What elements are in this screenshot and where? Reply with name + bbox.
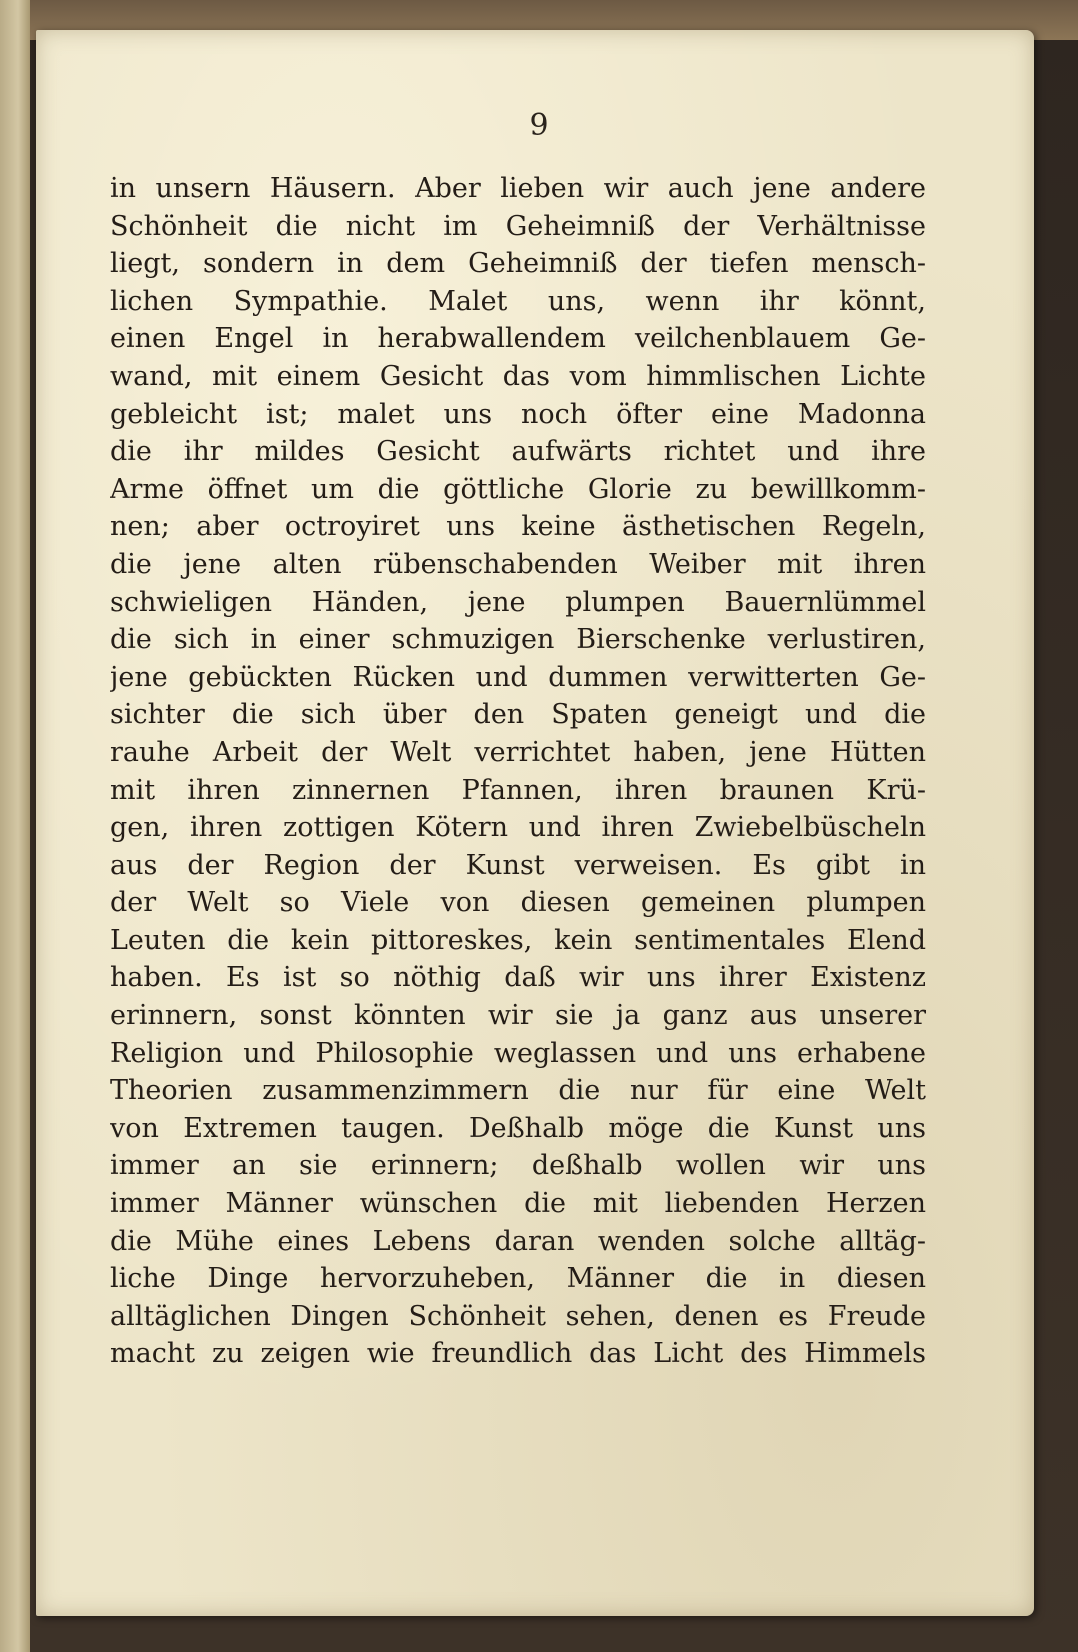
text-line: rauhe Arbeit der Welt verrichtet haben, jene Hütten [110, 736, 926, 768]
text-line: der Welt so Viele von diesen gemeinen plumpen [110, 887, 926, 919]
text-line: aus der Region der Kunst verweisen. Es gibt in [110, 849, 926, 881]
text-line: von Extremen taugen. Deßhalb möge die Kunst uns [110, 1112, 926, 1144]
text-line: schwieligen Händen, jene plumpen Bauernlümmel [110, 586, 926, 618]
text-line: Schönheit die nicht im Geheimniß der Verhältnisse [110, 210, 926, 242]
book-binding-edge [0, 0, 30, 1652]
text-line: die jene alten rübenschabenden Weiber mit ihren [110, 548, 926, 580]
text-line: die sich in einer schmuzigen Bierschenke verlustiren, [110, 624, 926, 656]
text-line: immer Männer wünschen die mit liebenden Herzen [110, 1188, 926, 1220]
text-line: sichter die sich über den Spaten geneigt und die [110, 699, 926, 731]
text-line: Arme öffnet um die göttliche Glorie zu bewillkomm- [110, 473, 926, 505]
text-line: die Mühe eines Lebens daran wenden solche alltäg- [110, 1225, 926, 1257]
text-line: einen Engel in herabwallendem veilchenblauem Ge- [110, 323, 926, 355]
text-line: erinnern, sonst könnten wir sie ja ganz aus unserer [110, 1000, 926, 1032]
text-line: lichen Sympathie. Malet uns, wenn ihr könnt, [110, 285, 926, 317]
text-line: nen; aber octroyiret uns keine ästhetischen Regeln, [110, 511, 926, 543]
text-line: Leuten die kein pittoreskes, kein sentimentales Elend [110, 924, 926, 956]
text-line: Theorien zusammenzimmern die nur für eine Welt [110, 1075, 926, 1107]
text-line: alltäglichen Dingen Schönheit sehen, denen es Freude [110, 1300, 926, 1332]
text-line: gen, ihren zottigen Kötern und ihren Zwiebelbüscheln [110, 812, 926, 844]
text-line: jene gebückten Rücken und dummen verwitterten Ge- [110, 661, 926, 693]
text-line: mit ihren zinnernen Pfannen, ihren braunen Krü- [110, 774, 926, 806]
text-line: wand, mit einem Gesicht das vom himmlischen Lichte [110, 360, 926, 392]
text-line: die ihr mildes Gesicht aufwärts richtet und ihre [110, 436, 926, 468]
text-line: gebleicht ist; malet uns noch öfter eine Madonna [110, 398, 926, 430]
text-line: in unsern Häusern. Aber lieben wir auch jene andere [110, 173, 926, 204]
page-number: 9 [529, 108, 549, 143]
text-line: Religion und Philosophie weglassen und uns erhabene [110, 1037, 926, 1069]
text-line: liche Dinge hervorzuheben, Männer die in diesen [110, 1263, 926, 1295]
text-line: haben. Es ist so nöthig daß wir uns ihrer Existenz [110, 962, 926, 994]
text-line: liegt, sondern in dem Geheimniß der tiefen mensch- [110, 248, 926, 280]
body-text [110, 170, 926, 1373]
text-line: immer an sie erinnern; deßhalb wollen wir uns [110, 1150, 926, 1182]
text-line: macht zu zeigen wie freundlich das Licht des Himmels [110, 1338, 926, 1370]
